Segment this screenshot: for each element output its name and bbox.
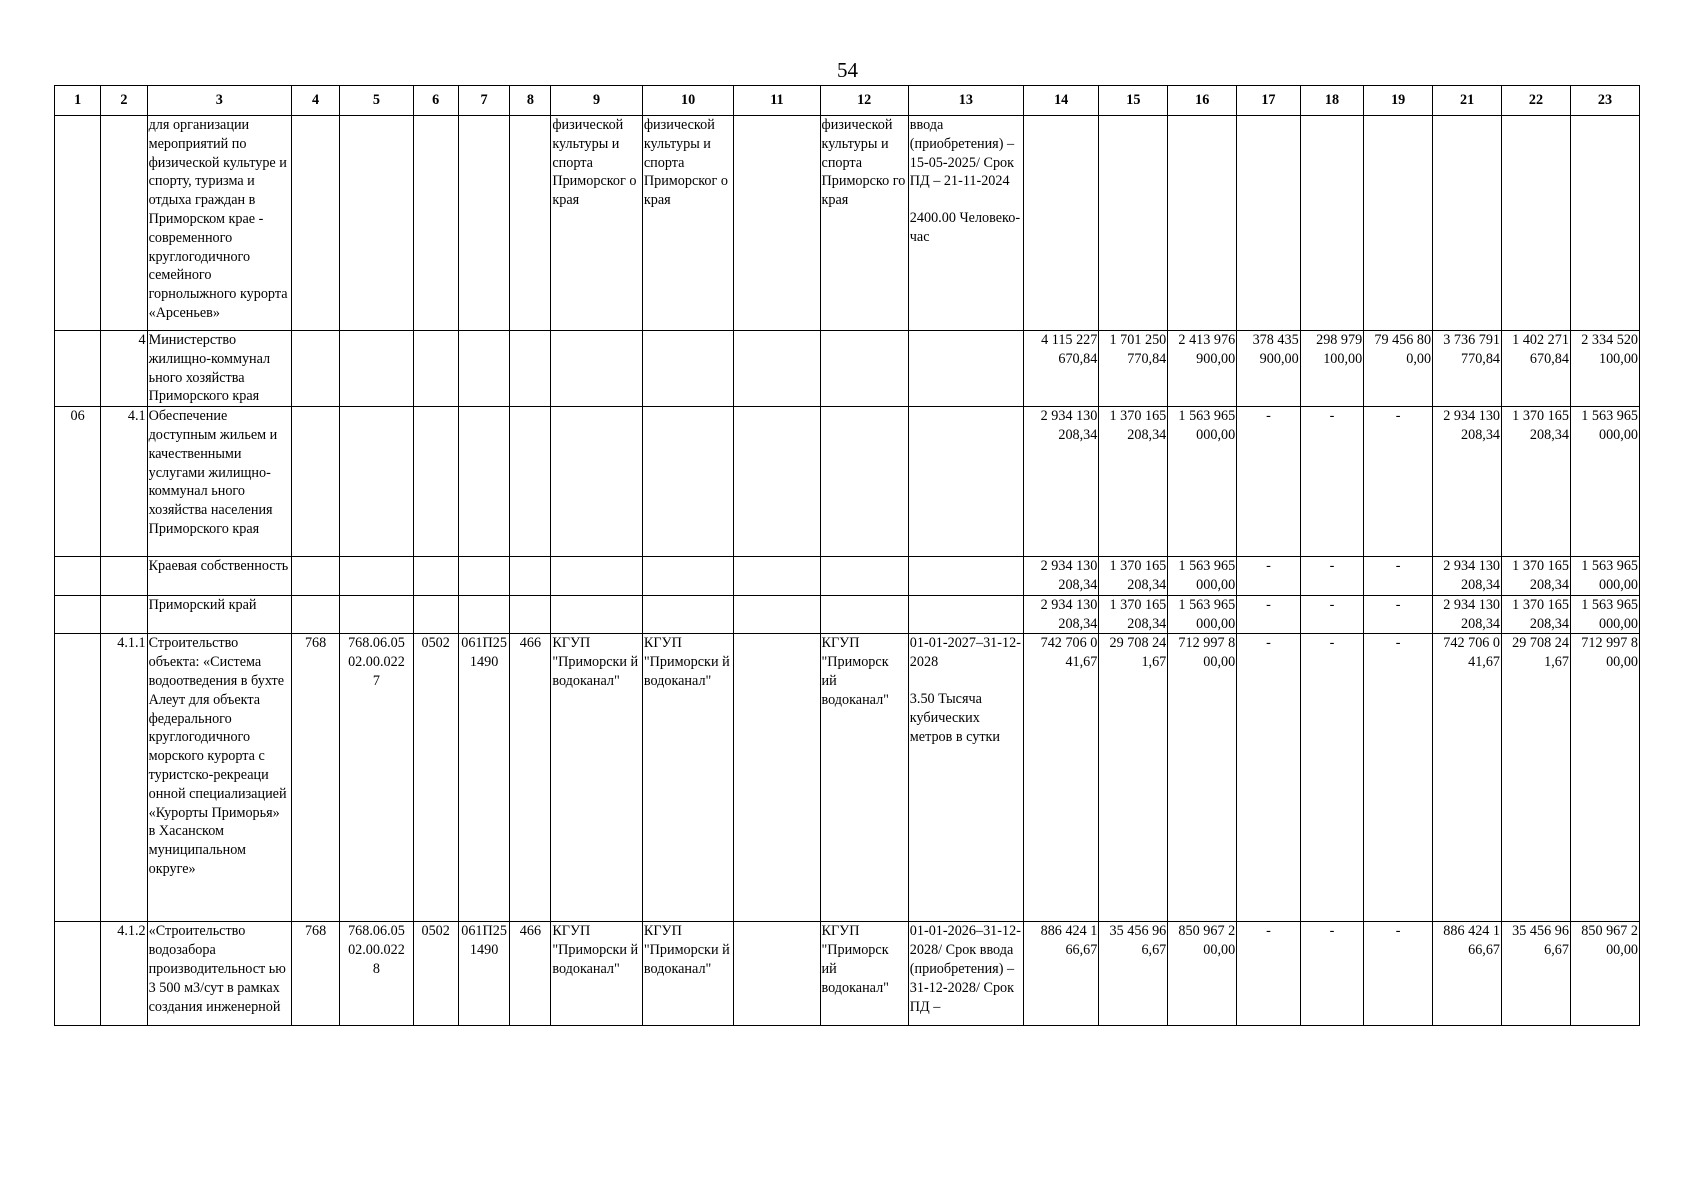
cell-col-22: 29 708 24 1,67: [1502, 634, 1571, 922]
cell-col-6: [413, 595, 458, 634]
cell-col-21: 2 934 130 208,34: [1433, 595, 1502, 634]
cell-col-18: 298 979 100,00: [1300, 331, 1364, 407]
cell-col-16: [1168, 116, 1237, 331]
cell-col-7: 061П25 1490: [458, 634, 510, 922]
cell-col-14: 886 424 1 66,67: [1024, 922, 1099, 1026]
cell-col-13: [908, 331, 1023, 407]
column-header-2: 2: [101, 86, 147, 116]
cell-col-16: 1 563 965 000,00: [1168, 557, 1237, 596]
cell-col-15: 1 370 165 208,34: [1099, 595, 1168, 634]
cell-col-1: [55, 557, 101, 596]
cell-col-5: [340, 331, 413, 407]
table-row: [55, 595, 1640, 634]
cell-col-13: [908, 116, 1023, 331]
cell-col-9: [551, 557, 643, 596]
table-row: [55, 922, 1640, 1026]
cell-col-23: [1570, 116, 1639, 331]
cell-col-3: «Строительство водозабора производительност ью 3 500 м3/сут в рамках создания инженерной: [147, 922, 291, 1026]
table-row: [55, 634, 1640, 922]
cell-col-12: [820, 557, 908, 596]
cell-col-15: 1 370 165 208,34: [1099, 557, 1168, 596]
cell-col-2: 4.1.1: [101, 634, 147, 922]
cell-col-2: 4: [101, 331, 147, 407]
cell-col-8: [510, 116, 551, 331]
cell-col-11: [734, 922, 820, 1026]
column-header-7: 7: [458, 86, 510, 116]
cell-col-14: 742 706 0 41,67: [1024, 634, 1099, 922]
cell-col-10: [642, 407, 734, 557]
table-row: [55, 557, 1640, 596]
cell-col-21: 742 706 0 41,67: [1433, 634, 1502, 922]
cell-col-5: [340, 407, 413, 557]
cell-col-12: КГУП "Приморск ий водоканал": [820, 634, 908, 922]
cell-col-17: -: [1237, 407, 1301, 557]
cell-col-15: 29 708 24 1,67: [1099, 634, 1168, 922]
cell-col-21: 2 934 130 208,34: [1433, 557, 1502, 596]
cell-col-8: 466: [510, 634, 551, 922]
table-row: [55, 331, 1640, 407]
cell-col-3: для организации мероприятий по физической культуре и спорту, туризма и отдыха граждан в Приморском крае - современного круглогодичного семейного горнолыжного курорта «Арсеньев»: [147, 116, 291, 331]
cell-col-6: 0502: [413, 922, 458, 1026]
cell-col-1: 06: [55, 407, 101, 557]
column-header-21: 21: [1433, 86, 1502, 116]
column-header-19: 19: [1364, 86, 1433, 116]
cell-col-7: 061П25 1490: [458, 922, 510, 1026]
cell-col-6: [413, 557, 458, 596]
column-header-18: 18: [1300, 86, 1364, 116]
cell-col-19: -: [1364, 634, 1433, 922]
column-header-12: 12: [820, 86, 908, 116]
cell-col-8: [510, 595, 551, 634]
column-header-6: 6: [413, 86, 458, 116]
cell-col-5: [340, 557, 413, 596]
cell-col-18: -: [1300, 922, 1364, 1026]
cell-col-3: Краевая собственность: [147, 557, 291, 596]
cell-col-14: [1024, 116, 1099, 331]
cell-col-14: 2 934 130 208,34: [1024, 595, 1099, 634]
cell-col-1: [55, 922, 101, 1026]
cell-col-11: [734, 331, 820, 407]
column-header-9: 9: [551, 86, 643, 116]
cell-col-5: [340, 595, 413, 634]
cell-col-17: 378 435 900,00: [1237, 331, 1301, 407]
column-header-8: 8: [510, 86, 551, 116]
cell-col-4: 768: [291, 634, 339, 922]
column-header-23: 23: [1570, 86, 1639, 116]
cell-col-3: Строительство объекта: «Система водоотведения в бухте Алеут для объекта федерального круглогодичного морского курорта с туристско-рекреаци онной специализацией «Курорты Приморья» в Хасанском муниципальном округе»: [147, 634, 291, 922]
cell-col-15: 35 456 96 6,67: [1099, 922, 1168, 1026]
cell-col-13: [908, 407, 1023, 557]
cell-col-6: [413, 407, 458, 557]
cell-col-16: 1 563 965 000,00: [1168, 595, 1237, 634]
cell-col-9: [551, 407, 643, 557]
cell-col-21: 2 934 130 208,34: [1433, 407, 1502, 557]
cell-col-3: Министерство жилищно-коммунал ьного хозяйства Приморского края: [147, 331, 291, 407]
cell-col-17: -: [1237, 557, 1301, 596]
cell-col-19: -: [1364, 557, 1433, 596]
cell-col-13-capacity: 3.50 Тысяча кубических метров в сутки: [909, 690, 1001, 745]
cell-col-12: физической культуры и спорта Приморско го края: [820, 116, 908, 331]
cell-col-18: -: [1300, 557, 1364, 596]
column-header-14: 14: [1024, 86, 1099, 116]
cell-col-10: физической культуры и спорта Приморског о края: [642, 116, 734, 331]
cell-col-16: 1 563 965 000,00: [1168, 407, 1237, 557]
cell-col-19: -: [1364, 595, 1433, 634]
cell-col-4: [291, 557, 339, 596]
cell-col-9: КГУП "Приморски й водоканал": [551, 922, 643, 1026]
cell-col-1: [55, 595, 101, 634]
cell-col-9: [551, 595, 643, 634]
cell-col-18: -: [1300, 634, 1364, 922]
cell-col-14: 2 934 130 208,34: [1024, 407, 1099, 557]
cell-col-10: КГУП "Приморски й водоканал": [642, 634, 734, 922]
cell-col-16: 2 413 976 900,00: [1168, 331, 1237, 407]
cell-col-8: 466: [510, 922, 551, 1026]
cell-col-23: 1 563 965 000,00: [1570, 407, 1639, 557]
column-header-22: 22: [1502, 86, 1571, 116]
cell-col-7: [458, 407, 510, 557]
cell-col-19: -: [1364, 922, 1433, 1026]
cell-col-7: [458, 595, 510, 634]
cell-col-1: [55, 331, 101, 407]
column-header-16: 16: [1168, 86, 1237, 116]
cell-col-2: [101, 116, 147, 331]
budget-table: [54, 85, 1640, 1026]
cell-col-13: [908, 922, 1023, 1026]
cell-col-16: 712 997 8 00,00: [1168, 634, 1237, 922]
header-row: [55, 86, 1640, 116]
cell-col-15: 1 370 165 208,34: [1099, 407, 1168, 557]
cell-col-22: 1 370 165 208,34: [1502, 407, 1571, 557]
cell-col-7: [458, 116, 510, 331]
cell-col-23: 1 563 965 000,00: [1570, 557, 1639, 596]
cell-col-6: 0502: [413, 634, 458, 922]
cell-col-12: КГУП "Приморск ий водоканал": [820, 922, 908, 1026]
cell-col-11: [734, 407, 820, 557]
cell-col-18: -: [1300, 595, 1364, 634]
cell-col-2: 4.1.2: [101, 922, 147, 1026]
cell-col-22: 1 370 165 208,34: [1502, 557, 1571, 596]
cell-col-6: [413, 331, 458, 407]
cell-col-7: [458, 331, 510, 407]
cell-col-1: [55, 116, 101, 331]
cell-col-22: 1 402 271 670,84: [1502, 331, 1571, 407]
cell-col-13: [908, 634, 1023, 922]
cell-col-12: [820, 331, 908, 407]
column-header-10: 10: [642, 86, 734, 116]
table-row: [55, 407, 1640, 557]
cell-col-7: [458, 557, 510, 596]
cell-col-19: -: [1364, 407, 1433, 557]
cell-col-11: [734, 116, 820, 331]
cell-col-23: 850 967 2 00,00: [1570, 922, 1639, 1026]
cell-col-4: [291, 116, 339, 331]
cell-col-22: [1502, 116, 1571, 331]
cell-col-22: 1 370 165 208,34: [1502, 595, 1571, 634]
column-header-5: 5: [340, 86, 413, 116]
cell-col-1: [55, 634, 101, 922]
cell-col-13-capacity: 2400.00 Человеко-час: [909, 210, 1021, 245]
cell-col-4: [291, 331, 339, 407]
cell-col-21: 3 736 791 770,84: [1433, 331, 1502, 407]
column-header-4: 4: [291, 86, 339, 116]
cell-col-5: 768.06.05 02.00.022 8: [340, 922, 413, 1026]
cell-col-14: 4 115 227 670,84: [1024, 331, 1099, 407]
table-row: [55, 116, 1640, 331]
cell-col-19: [1364, 116, 1433, 331]
cell-col-9: [551, 331, 643, 407]
cell-col-12: [820, 595, 908, 634]
cell-col-12: [820, 407, 908, 557]
cell-col-11: [734, 557, 820, 596]
cell-col-17: [1237, 116, 1301, 331]
cell-col-2: [101, 557, 147, 596]
cell-col-3: Приморский край: [147, 595, 291, 634]
cell-col-5: 768.06.05 02.00.022 7: [340, 634, 413, 922]
cell-col-16: 850 967 2 00,00: [1168, 922, 1237, 1026]
cell-col-5: [340, 116, 413, 331]
cell-col-17: -: [1237, 634, 1301, 922]
column-header-17: 17: [1237, 86, 1301, 116]
cell-col-8: [510, 407, 551, 557]
column-header-3: 3: [147, 86, 291, 116]
cell-col-23: 2 334 520 100,00: [1570, 331, 1639, 407]
page-number: 54: [837, 58, 858, 82]
cell-col-17: -: [1237, 922, 1301, 1026]
cell-col-6: [413, 116, 458, 331]
cell-col-19: 79 456 80 0,00: [1364, 331, 1433, 407]
cell-col-18: [1300, 116, 1364, 331]
cell-col-10: [642, 557, 734, 596]
cell-col-23: 1 563 965 000,00: [1570, 595, 1639, 634]
cell-col-23: 712 997 8 00,00: [1570, 634, 1639, 922]
cell-col-2: [101, 595, 147, 634]
cell-col-17: -: [1237, 595, 1301, 634]
cell-col-13-dates: 01-01-2027–31-12-2028: [909, 635, 1021, 671]
cell-col-15: [1099, 116, 1168, 331]
cell-col-10: КГУП "Приморски й водоканал": [642, 922, 734, 1026]
cell-col-21: [1433, 116, 1502, 331]
cell-col-9: КГУП "Приморски й водоканал": [551, 634, 643, 922]
cell-col-2: 4.1: [101, 407, 147, 557]
cell-col-4: [291, 407, 339, 557]
cell-col-21: 886 424 1 66,67: [1433, 922, 1502, 1026]
cell-col-11: [734, 595, 820, 634]
cell-col-10: [642, 331, 734, 407]
column-header-1: 1: [55, 86, 101, 116]
cell-col-15: 1 701 250 770,84: [1099, 331, 1168, 407]
cell-col-8: [510, 331, 551, 407]
cell-col-13: [908, 595, 1023, 634]
cell-col-13-dates: 01-01-2026–31-12-2028/ Срок ввода (приобретения) – 31-12-2028/ Срок ПД –: [909, 923, 1021, 1015]
column-header-13: 13: [908, 86, 1023, 116]
cell-col-4: 768: [291, 922, 339, 1026]
column-header-11: 11: [734, 86, 820, 116]
cell-col-4: [291, 595, 339, 634]
cell-col-10: [642, 595, 734, 634]
cell-col-22: 35 456 96 6,67: [1502, 922, 1571, 1026]
cell-col-18: -: [1300, 407, 1364, 557]
column-header-15: 15: [1099, 86, 1168, 116]
cell-col-9: физической культуры и спорта Приморског о края: [551, 116, 643, 331]
cell-col-11: [734, 634, 820, 922]
cell-col-3: Обеспечение доступным жильем и качественными услугами жилищно-коммунал ьного хозяйства населения Приморского края: [147, 407, 291, 557]
cell-col-8: [510, 557, 551, 596]
cell-col-13: [908, 557, 1023, 596]
cell-col-14: 2 934 130 208,34: [1024, 557, 1099, 596]
cell-col-13-dates: ввода (приобретения) – 15-05-2025/ Срок ПД – 21-11-2024: [909, 117, 1015, 190]
